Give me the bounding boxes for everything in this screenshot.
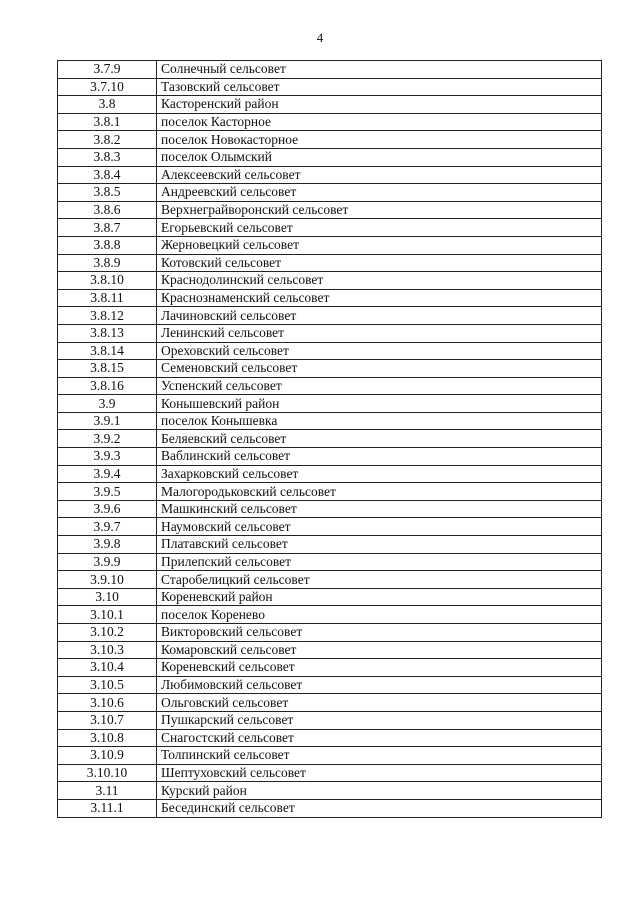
row-number-cell: 3.8 [58,96,157,114]
row-number-cell: 3.10.4 [58,659,157,677]
row-number-cell: 3.9.2 [58,430,157,448]
row-name-cell: Кореневский район [157,588,602,606]
row-number-cell: 3.8.1 [58,113,157,131]
row-number-cell: 3.9.4 [58,465,157,483]
table-row [58,747,602,765]
table-row [58,289,602,307]
table-row [58,676,602,694]
row-name-cell: Краснознаменский сельсовет [157,289,602,307]
row-number-cell: 3.8.15 [58,360,157,378]
row-number-cell: 3.9.8 [58,536,157,554]
table-row [58,201,602,219]
row-name-cell: Жерновецкий сельсовет [157,236,602,254]
row-number-cell: 3.10.5 [58,676,157,694]
table-row [58,96,602,114]
table-row [58,377,602,395]
table-row [58,624,602,642]
row-number-cell: 3.9.1 [58,412,157,430]
row-name-cell: Ленинский сельсовет [157,324,602,342]
row-name-cell: Бесединский сельсовет [157,799,602,817]
row-number-cell: 3.9.6 [58,500,157,518]
table-row [58,518,602,536]
row-name-cell: Ваблинский сельсовет [157,448,602,466]
row-name-cell: поселок Олымский [157,148,602,166]
row-name-cell: Котовский сельсовет [157,254,602,272]
table-row [58,342,602,360]
row-name-cell: Захарковский сельсовет [157,465,602,483]
row-number-cell: 3.8.8 [58,236,157,254]
row-name-cell: Малогородьковский сельсовет [157,483,602,501]
row-number-cell: 3.10.6 [58,694,157,712]
page-number: 4 [316,30,324,45]
table-row [58,148,602,166]
row-number-cell: 3.10.10 [58,764,157,782]
table-row [58,307,602,325]
row-name-cell: Прилепский сельсовет [157,553,602,571]
table-row [58,395,602,413]
row-name-cell: Краснодолинский сельсовет [157,272,602,290]
row-number-cell: 3.10.1 [58,606,157,624]
table-row [58,606,602,624]
row-name-cell: Курский район [157,782,602,800]
row-number-cell: 3.9.5 [58,483,157,501]
row-number-cell: 3.7.9 [58,61,157,79]
table-row [58,412,602,430]
row-name-cell: Наумовский сельсовет [157,518,602,536]
row-name-cell: Любимовский сельсовет [157,676,602,694]
table-row [58,711,602,729]
row-name-cell: Солнечный сельсовет [157,61,602,79]
row-number-cell: 3.8.4 [58,166,157,184]
row-name-cell: Старобелицкий сельсовет [157,571,602,589]
row-name-cell: Ольговский сельсовет [157,694,602,712]
row-name-cell: поселок Конышевка [157,412,602,430]
row-number-cell: 3.8.5 [58,184,157,202]
table-row [58,219,602,237]
table-row [58,131,602,149]
row-number-cell: 3.10.8 [58,729,157,747]
table-row [58,448,602,466]
row-number-cell: 3.7.10 [58,78,157,96]
row-number-cell: 3.10.2 [58,624,157,642]
row-number-cell: 3.8.11 [58,289,157,307]
table-row [58,782,602,800]
table-row [58,536,602,554]
table-row [58,236,602,254]
row-number-cell: 3.8.14 [58,342,157,360]
row-name-cell: Кореневский сельсовет [157,659,602,677]
table-row [58,500,602,518]
row-name-cell: Верхнеграйворонский сельсовет [157,201,602,219]
table-row [58,694,602,712]
row-name-cell: Пушкарский сельсовет [157,711,602,729]
row-name-cell: Успенский сельсовет [157,377,602,395]
row-number-cell: 3.8.6 [58,201,157,219]
row-number-cell: 3.10 [58,588,157,606]
table-row [58,588,602,606]
row-number-cell: 3.8.7 [58,219,157,237]
table-row [58,571,602,589]
table-row [58,272,602,290]
table-row [58,254,602,272]
table-row [58,483,602,501]
row-name-cell: Машкинский сельсовет [157,500,602,518]
row-number-cell: 3.10.9 [58,747,157,765]
row-number-cell: 3.10.3 [58,641,157,659]
row-name-cell: Толпинский сельсовет [157,747,602,765]
table-body [58,61,602,818]
row-number-cell: 3.8.10 [58,272,157,290]
row-name-cell: Тазовский сельсовет [157,78,602,96]
table-row [58,78,602,96]
row-number-cell: 3.8.16 [58,377,157,395]
table-row [58,764,602,782]
row-name-cell: Андреевский сельсовет [157,184,602,202]
row-number-cell: 3.11.1 [58,799,157,817]
row-name-cell: поселок Касторное [157,113,602,131]
row-name-cell: Викторовский сельсовет [157,624,602,642]
row-number-cell: 3.8.12 [58,307,157,325]
row-number-cell: 3.9.10 [58,571,157,589]
table-row [58,465,602,483]
table-row [58,113,602,131]
row-number-cell: 3.9.7 [58,518,157,536]
row-name-cell: Алексеевский сельсовет [157,166,602,184]
table-row [58,360,602,378]
row-name-cell: Снагостский сельсовет [157,729,602,747]
row-number-cell: 3.8.9 [58,254,157,272]
table-row [58,61,602,79]
row-name-cell: Ореховский сельсовет [157,342,602,360]
table-row [58,659,602,677]
row-number-cell: 3.8.13 [58,324,157,342]
table-row [58,729,602,747]
row-name-cell: поселок Новокасторное [157,131,602,149]
table-row [58,324,602,342]
table-row [58,166,602,184]
row-name-cell: Конышевский район [157,395,602,413]
row-number-cell: 3.10.7 [58,711,157,729]
row-number-cell: 3.8.2 [58,131,157,149]
row-number-cell: 3.11 [58,782,157,800]
row-number-cell: 3.9.9 [58,553,157,571]
row-name-cell: поселок Коренево [157,606,602,624]
row-name-cell: Семеновский сельсовет [157,360,602,378]
row-name-cell: Беляевский сельсовет [157,430,602,448]
table-row [58,553,602,571]
row-name-cell: Шептуховский сельсовет [157,764,602,782]
row-name-cell: Лачиновский сельсовет [157,307,602,325]
table-row [58,799,602,817]
row-name-cell: Касторенский район [157,96,602,114]
row-name-cell: Егорьевский сельсовет [157,219,602,237]
table-row [58,430,602,448]
table-row [58,641,602,659]
municipality-table [57,60,602,818]
row-number-cell: 3.9 [58,395,157,413]
table-row [58,184,602,202]
row-name-cell: Платавский сельсовет [157,536,602,554]
row-name-cell: Комаровский сельсовет [157,641,602,659]
row-number-cell: 3.9.3 [58,448,157,466]
row-number-cell: 3.8.3 [58,148,157,166]
